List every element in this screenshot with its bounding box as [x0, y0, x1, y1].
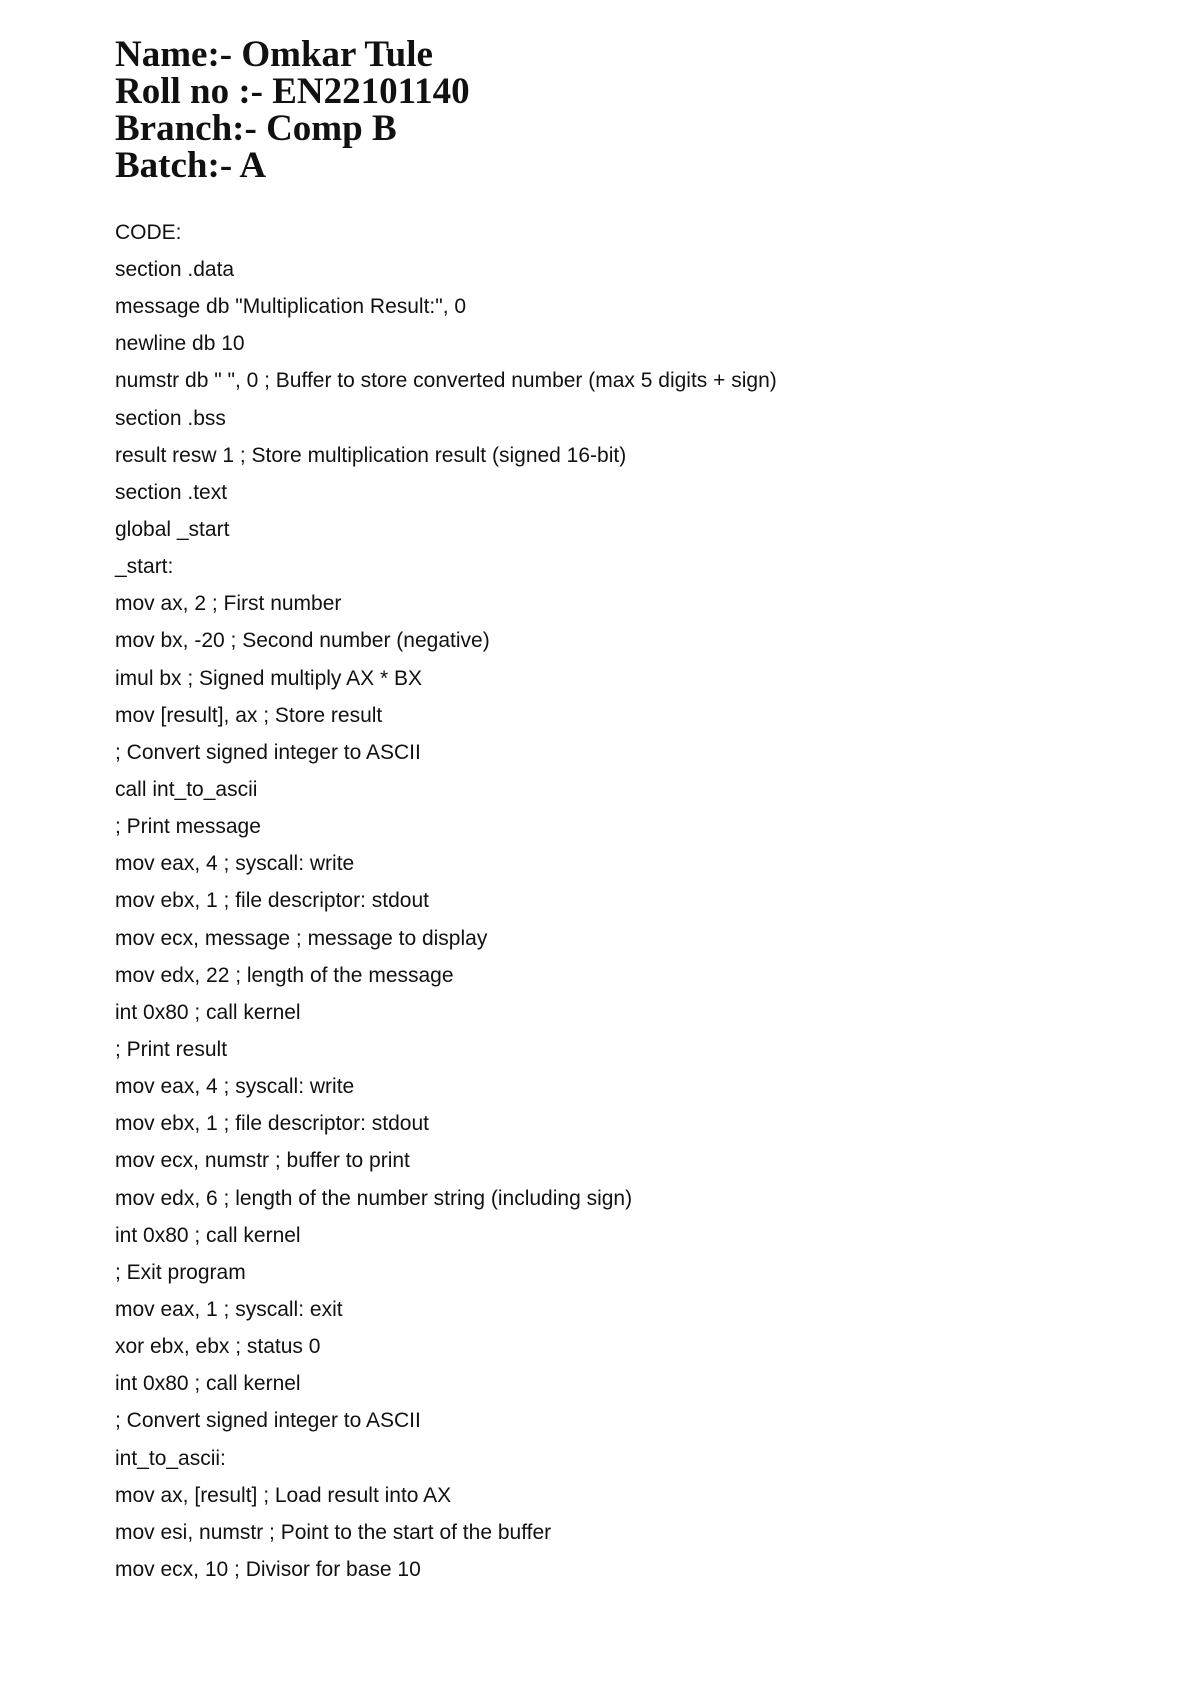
code-line: mov ax, 2 ; First number — [115, 592, 342, 616]
batch: Batch:- A — [115, 145, 267, 186]
code-line: section .data — [115, 258, 235, 281]
code-line: mov bx, -20 ; Second number (negative) — [115, 629, 490, 653]
code-line: mov ecx, message ; message to display — [115, 926, 488, 950]
code-line: int 0x80 ; call kernel — [115, 1372, 301, 1396]
code-line: mov esi, numstr ; Point to the start of the buffer — [115, 1520, 552, 1544]
code-listing — [115, 251, 777, 1588]
code-line: mov eax, 4 ; syscall: write — [115, 1075, 355, 1099]
code-line: mov ecx, 10 ; Divisor for base 10 — [115, 1557, 421, 1581]
code-line: mov ebx, 1 ; file descriptor: stdout — [115, 889, 429, 913]
code-line: global _start — [115, 517, 230, 541]
code-line: ; Convert signed integer to ASCII — [115, 740, 421, 764]
code-line: imul bx ; Signed multiply AX * BX — [115, 666, 422, 690]
code-line: message db "Multiplication Result:", 0 — [115, 295, 467, 319]
code-line: ; Exit program — [115, 1260, 246, 1284]
code-line: mov ebx, 1 ; file descriptor: stdout — [115, 1112, 429, 1136]
code-line: section .text — [115, 480, 228, 504]
code-line: int 0x80 ; call kernel — [115, 1000, 301, 1024]
code-line: call int_to_ascii — [115, 777, 258, 801]
code-line: mov [result], ax ; Store result — [115, 703, 383, 727]
code-line: int 0x80 ; call kernel — [115, 1223, 301, 1247]
code-line: ; Convert signed integer to ASCII — [115, 1409, 421, 1433]
code-line: result resw 1 ; Store multiplication result (signed 16-bit) — [115, 443, 627, 467]
code-line: mov ecx, numstr ; buffer to print — [115, 1149, 410, 1173]
code-line: mov edx, 22 ; length of the message — [115, 963, 454, 987]
code-line: mov edx, 6 ; length of the number string (including sign) — [115, 1186, 633, 1210]
code-label: CODE: — [115, 221, 182, 244]
code-line: int_to_ascii: — [115, 1446, 226, 1470]
code-line: ; Print result — [115, 1037, 228, 1061]
code-line: _start: — [115, 555, 174, 579]
branch: Branch:- Comp B — [115, 108, 397, 149]
code-line: numstr db " ", 0 ; Buffer to store converted number (max 5 digits + sign) — [115, 369, 777, 393]
roll-number: Roll no :- EN22101140 — [115, 71, 470, 112]
code-line: mov eax, 1 ; syscall: exit — [115, 1297, 343, 1321]
code-line: mov ax, [result] ; Load result into AX — [115, 1483, 452, 1507]
code-line: section .bss — [115, 406, 226, 430]
code-line: mov eax, 4 ; syscall: write — [115, 852, 355, 876]
code-section — [115, 214, 777, 1588]
student-name: Name:- Omkar Tule — [115, 34, 433, 75]
student-header — [115, 36, 470, 184]
code-line: xor ebx, ebx ; status 0 — [115, 1335, 321, 1359]
code-line: ; Print message — [115, 815, 261, 839]
code-line: newline db 10 — [115, 332, 245, 356]
